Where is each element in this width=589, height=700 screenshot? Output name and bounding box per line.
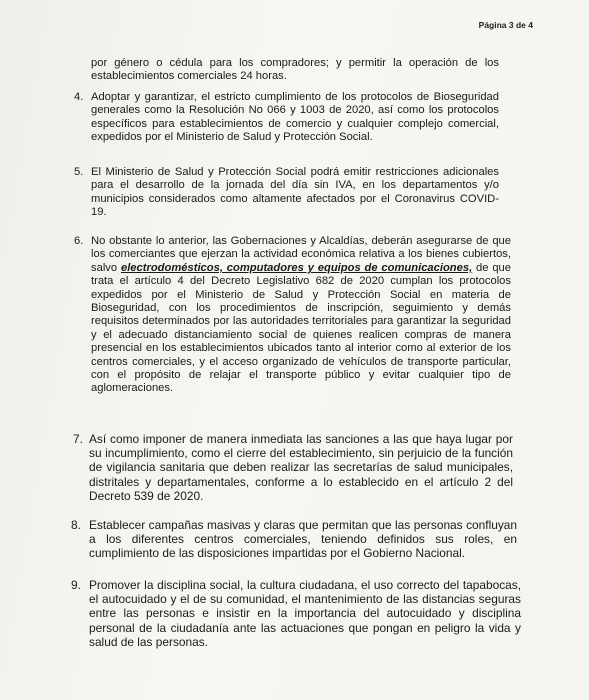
list-item-continuation	[91, 57, 499, 84]
item-text: por género o cédula para los compradores; y permitir la operación de los establecimientos comerciales 24 horas.	[91, 57, 499, 83]
item-number: 7.	[73, 432, 83, 446]
item-number: 9.	[71, 578, 81, 592]
list-item-4	[74, 91, 499, 145]
list-item-9	[71, 578, 521, 649]
list-item-8	[71, 518, 517, 561]
item-text-before: No obstante lo anterior, las Gobernaciones y Alcaldías, deberán asegurarse de que los comerciantes que ejerzan la actividad económica relativa a los bienes cubiertos, salvo	[91, 235, 511, 274]
item-number: 8.	[71, 518, 81, 532]
item-text: Establecer campañas masivas y claras que permitan que las personas confluyan a los diferentes centros comerciales, teniendo definidos sus roles, en cumplimiento de las disposiciones impartidas por el Gobierno Nacional.	[89, 518, 517, 561]
item-text: Promover la disciplina social, la cultura ciudadana, el uso correcto del tapabocas, el autocuidado y el de su comunidad, el mantenimiento de las distancias seguras entre las personas e insistir en la importancia del autocuidado y disciplina personal de la ciudadanía ante las actuaciones que pongan en peligro la vida y salud de las personas.	[89, 578, 521, 649]
item-text-emphasis: electrodomésticos, computadores y equipos de comunicaciones,	[120, 261, 473, 274]
list-item-5	[74, 166, 499, 220]
item-text: Así como imponer de manera inmediata las sanciones a las que haya lugar por su incumplimiento, como el cierre del establecimiento, sin perjuicio de la función de vigilancia sanitaria que deben realizar las secretarías de salud municipales, distritales y departamentales, conforme a lo establecido en el artículo 2 del Decreto 539 de 2020.	[89, 432, 513, 503]
item-text-after: de que trata el artículo 4 del Decreto Legislativo 682 de 2020 cumplan los protocolos expedidos por el Ministerio de Salud y Protección Social en materia de Bioseguridad, con los procedimientos de inscripción, seguimiento y demás requisitos determinados por las autoridades territoriales para garantizar la seguridad y el adecuado distanciamiento social de quienes realicen compras de manera presencial en los establecimientos ubicados tanto al interior como al exterior de los centros comerciales, y el acceso organizado de vehículos de transporte particular, con el propósito de relajar el transporte público y evitar cualquier tipo de aglomeraciones.	[91, 261, 512, 395]
item-text	[91, 235, 511, 396]
list-item-7	[73, 432, 513, 503]
page-number: Página 3 de 4	[478, 20, 533, 30]
list-item-6	[74, 235, 512, 396]
item-text: Adoptar y garantizar, el estricto cumplimiento de los protocolos de Bioseguridad generales como la Resolución No 066 y 1003 de 2020, así como los protocolos específicos para establecimientos de comercio y cualquier complejo comercial, expedidos por el Ministerio de Salud y Protección Social.	[91, 91, 499, 144]
item-number: 5.	[74, 166, 84, 178]
item-text: El Ministerio de Salud y Protección Social podrá emitir restricciones adicionales para el desarrollo de la jornada del día sin IVA, en los departamentos y/o municipios considerados como altamente afectados por el Coronavirus COVID-19.	[91, 166, 499, 219]
item-number: 6.	[74, 235, 84, 247]
item-number: 4.	[74, 91, 84, 103]
